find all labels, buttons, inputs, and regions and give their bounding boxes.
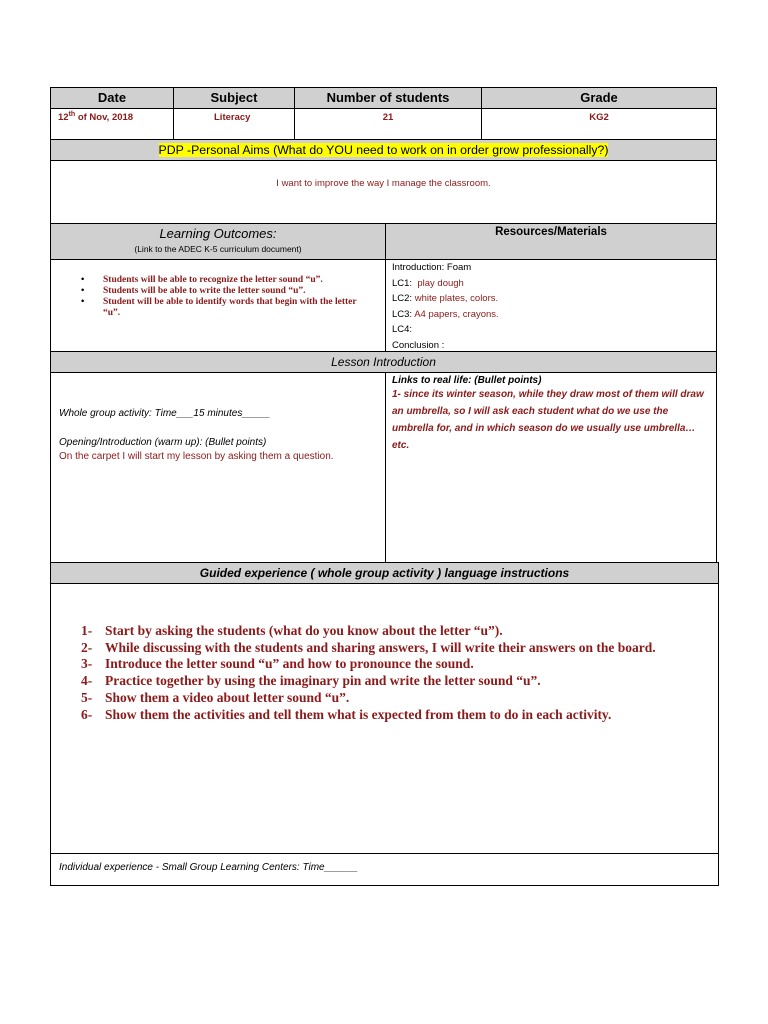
pdp-title: PDP -Personal Aims (What do YOU need to work on in order grow professionally?) — [158, 143, 609, 157]
date-header: Date — [50, 87, 174, 109]
resource-conclusion: Conclusion : — [392, 339, 445, 351]
individual-text: Individual experience - Small Group Learning Centers: Time______ — [59, 862, 358, 873]
guided-steps — [81, 623, 718, 723]
guided-title: Guided experience ( whole group activity ) language instructions — [199, 566, 570, 580]
outcomes-header — [50, 223, 386, 260]
list-item: • Student will be able to identify words that begin with the letter “u”. — [103, 297, 373, 319]
subject-header: Subject — [173, 87, 295, 109]
resources-title: Resources/Materials — [495, 226, 607, 238]
list-item: • Students will be able to recognize the letter sound “u”. — [103, 275, 385, 286]
outcomes-body — [50, 259, 386, 352]
guided-body — [50, 583, 719, 854]
pdp-header — [50, 139, 717, 161]
links-text: 1- since its winter season, while they draw most of them will draw an umbrella, so I will ask each student what do we use the umbrella for, and in which season do we usually use umbrella…etc. — [392, 389, 704, 451]
subject-cell — [173, 108, 295, 140]
list-item: 2- While discussing with the students and sharing answers, I will write their answers on the board. — [81, 639, 656, 655]
outcomes-list — [51, 275, 385, 319]
date-value: 12th of Nov, 2018 — [58, 111, 134, 124]
date-cell — [50, 108, 174, 140]
grade-header: Grade — [481, 87, 717, 109]
resource-lc4: LC4: — [392, 324, 413, 335]
guided-header — [50, 562, 719, 584]
list-item: 3- Introduce the letter sound “u” and how to pronounce the sound. — [81, 656, 474, 672]
opening-label: Opening/Introduction (warm up): (Bullet points) — [59, 437, 267, 448]
list-item: 6- Show them the activities and tell them what is expected from them to do in each activity. — [81, 706, 612, 722]
links-title: Links to real life: (Bullet points) — [392, 375, 542, 386]
pdp-text: I want to improve the way I manage the classroom. — [276, 178, 491, 189]
individual-row — [50, 853, 719, 886]
pdp-body — [50, 160, 717, 224]
grade-cell — [481, 108, 717, 140]
students-header: Number of students — [294, 87, 482, 109]
opening-text: On the carpet I will start my lesson by asking them a question. — [59, 451, 334, 462]
lesson-intro-title: Lesson Introduction — [331, 355, 436, 369]
lesson-intro-left — [50, 372, 386, 563]
students-cell — [294, 108, 482, 140]
lesson-intro-header — [50, 351, 717, 373]
list-item: 4- Practice together by using the imaginary pin and write the letter sound “u”. — [81, 673, 541, 689]
outcomes-subtitle: (Link to the ADEC K-5 curriculum document) — [134, 244, 302, 254]
list-item: • Students will be able to write the letter sound “u”. — [103, 286, 385, 297]
subject-value: Literacy — [214, 112, 251, 123]
outcomes-title: Learning Outcomes: — [159, 226, 277, 241]
grade-value: KG2 — [589, 112, 609, 123]
resource-intro: Introduction: Foam — [392, 262, 472, 273]
students-value: 21 — [382, 112, 394, 123]
list-item: 1- Start by asking the students (what do you know about the letter “u”). — [81, 623, 503, 638]
resources-body — [385, 259, 717, 352]
whole-group-time: Whole group activity: Time___15 minutes_____ — [59, 408, 271, 419]
lesson-intro-right — [385, 372, 717, 563]
list-item: 5- Show them a video about letter sound “u”. — [81, 689, 350, 705]
resources-header — [385, 223, 717, 260]
resource-lc2: LC2: white plates, colors. — [392, 293, 499, 304]
resource-lc1: LC1: play dough — [392, 277, 464, 289]
resource-lc3: LC3: A4 papers, crayons. — [392, 308, 499, 320]
